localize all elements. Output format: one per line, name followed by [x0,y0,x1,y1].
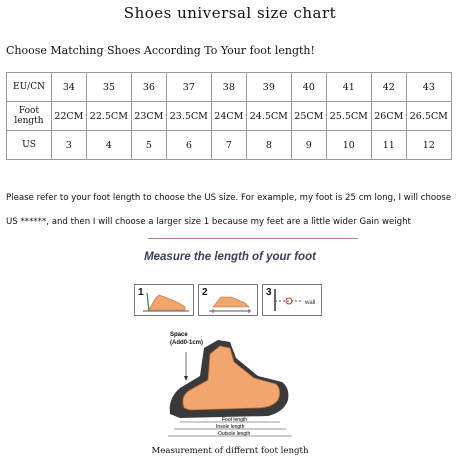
table-cell: 34 [52,73,87,102]
table-row [7,102,452,131]
step-number: 3 [266,287,272,298]
step-number: 1 [138,287,144,298]
foot-in-shoe-diagram [160,318,300,438]
table-cell: 36 [131,73,166,102]
size-note: Please refer to your foot length to choose the US size. For example, my foot is 25 cm long, I will choose US ******, and then I will choose a larger size 1 because my feet are a little wider Gain weight [6,193,452,227]
foot-on-paper-icon [135,285,193,315]
step-2 [198,284,258,316]
table-cell: 4 [86,131,131,160]
step-3 [262,284,322,316]
table-cell: 40 [291,73,326,102]
measure-steps [134,284,322,316]
table-cell: 25.5CM [326,102,371,131]
divider [148,238,358,239]
table-cell: 42 [371,73,406,102]
table-cell: 38 [211,73,246,102]
page-title: Shoes universal size chart [123,4,337,22]
table-cell: 3 [52,131,87,160]
table-cell: 26CM [371,102,406,131]
table-cell: 23CM [131,102,166,131]
row-header: EU/CN [7,73,52,102]
wall-measure-icon [263,285,321,315]
table-cell: 11 [371,131,406,160]
table-row [7,131,452,160]
table-cell: 22CM [52,102,87,131]
step-1 [134,284,194,316]
table-cell: 26.5CM [406,102,451,131]
space-note: (Add0-1cm) [170,340,204,346]
space-label: Space [170,332,188,338]
outsole-length-label: Outsole length [218,431,251,437]
wall-label: wall [305,300,316,306]
table-row [7,73,452,102]
size-chart-table [6,72,452,160]
table-cell: 22.5CM [86,102,131,131]
table-cell: 37 [166,73,211,102]
measure-title: Measure the length of your foot [144,251,316,263]
row-header: Foot length [7,102,52,131]
table-cell: 8 [246,131,291,160]
diagram-caption: Measurement of differnt foot length [151,446,309,456]
table-cell: 24CM [211,102,246,131]
table-cell: 41 [326,73,371,102]
insole-length-label: Insole length [216,424,245,430]
table-cell: 6 [166,131,211,160]
table-cell: 12 [406,131,451,160]
foot-measure-icon [199,285,257,315]
table-cell: 35 [86,73,131,102]
table-cell: 23.5CM [166,102,211,131]
subtitle: Choose Matching Shoes According To Your foot length! [6,44,315,57]
table-cell: 24.5CM [246,102,291,131]
table-cell: 7 [211,131,246,160]
row-header: US [7,131,52,160]
foot-length-label: Foot length [222,417,248,423]
table-cell: 25CM [291,102,326,131]
table-cell: 43 [406,73,451,102]
table-cell: 39 [246,73,291,102]
table-cell: 5 [131,131,166,160]
table-cell: 9 [291,131,326,160]
step-number: 2 [202,287,208,298]
table-cell: 10 [326,131,371,160]
